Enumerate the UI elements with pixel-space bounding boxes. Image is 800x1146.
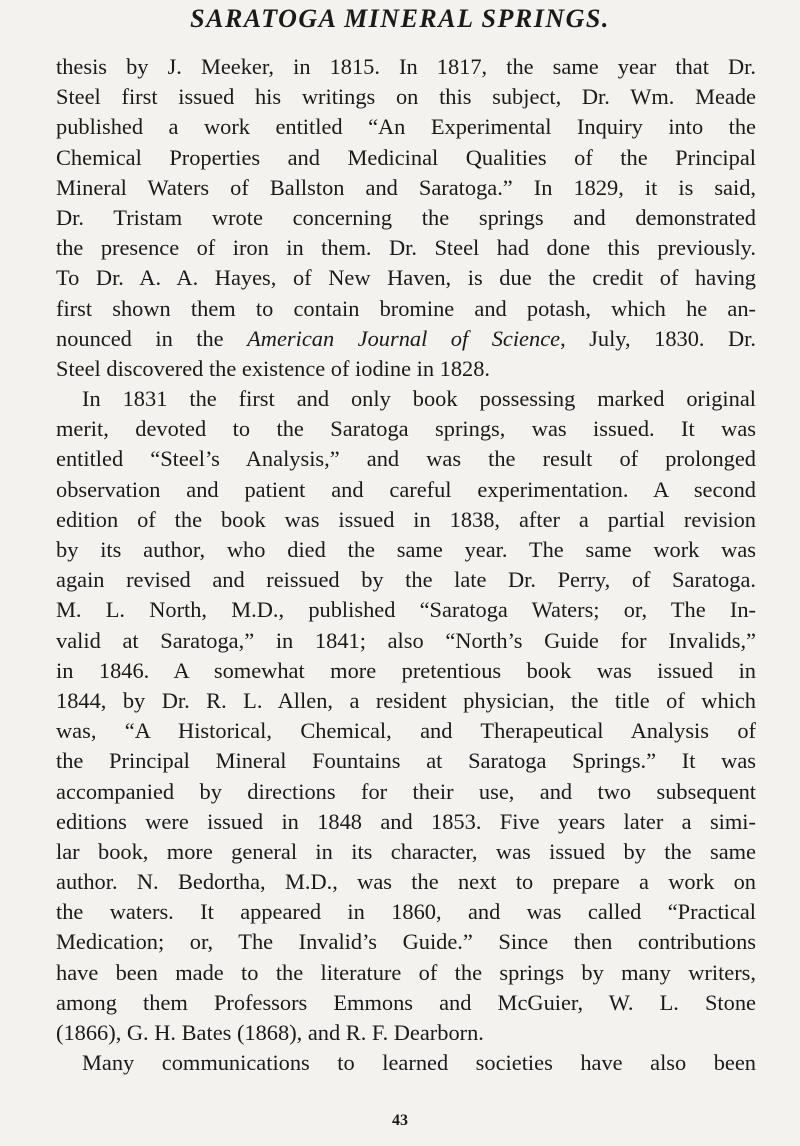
text-line: editions were issued in 1848 and 1853. Five years later a simi- — [56, 808, 756, 834]
text-line: 1844, by Dr. R. L. Allen, a resident physician, the title of which — [56, 687, 756, 713]
text-line: Many communications to learned societies have also been — [82, 1050, 756, 1076]
text-line: Medication; or, The Invalid’s Guide.” Since then contributions — [56, 929, 756, 955]
journal-title: American Journal of Science — [247, 325, 561, 351]
text-line: was, “A Historical, Chemical, and Therapeutical Analysis of — [56, 718, 756, 744]
text-line: Mineral Waters of Ballston and Saratoga.” In 1829, it is said, — [56, 174, 756, 200]
text-line: among them Professors Emmons and McGuier, W. L. Stone — [56, 989, 756, 1015]
text-line: the waters. It appeared in 1860, and was called “Practical — [56, 899, 756, 925]
text-line: In 1831 the first and only book possessing marked original — [82, 386, 756, 412]
text-line: lar book, more general in its character, was issued by the same — [56, 838, 756, 864]
text-line: observation and patient and careful experimentation. A second — [56, 476, 756, 502]
text-line: To Dr. A. A. Hayes, of New Haven, is due the credit of having — [56, 265, 756, 291]
text-line: author. N. Bedortha, M.D., was the next to prepare a work on — [56, 869, 756, 895]
text-line: thesis by J. Meeker, in 1815. In 1817, the same year that Dr. — [56, 54, 756, 79]
text-line: Steel discovered the existence of iodine in 1828. — [56, 355, 491, 381]
body-text — [56, 52, 756, 1078]
text-line: (1866), G. H. Bates (1868), and R. F. Dearborn. — [56, 1020, 484, 1045]
text-line: have been made to the literature of the springs by many writers, — [56, 959, 756, 985]
text-line: first shown them to contain bromine and potash, which he an- — [56, 295, 756, 321]
text-line: merit, devoted to the Saratoga springs, was issued. It was — [56, 416, 756, 442]
text-line: the Principal Mineral Fountains at Saratoga Springs.” It was — [56, 748, 756, 774]
text-line: again revised and reissued by the late Dr. Perry, of Saratoga. — [56, 567, 756, 593]
page-number: 43 — [392, 1112, 408, 1129]
text-line: M. L. North, M.D., published “Saratoga Waters; or, The In- — [56, 597, 756, 623]
text-line: Dr. Tristam wrote concerning the springs and demonstrated — [56, 204, 756, 230]
running-head: SARATOGA MINERAL SPRINGS. — [190, 4, 610, 33]
text-line: Steel first issued his writings on this subject, Dr. Wm. Meade — [56, 84, 756, 110]
text-line: accompanied by directions for their use, and two subsequent — [56, 778, 756, 804]
text-line: nounced in the American Journal of Science, July, 1830. Dr. — [56, 325, 756, 351]
text-line: valid at Saratoga,” in 1841; also “North’s Guide for Invalids,” — [56, 627, 756, 653]
text-line: entitled “Steel’s Analysis,” and was the result of prolonged — [56, 446, 756, 472]
text-line: edition of the book was issued in 1838, after a partial revision — [56, 506, 756, 532]
text-line: in 1846. A somewhat more pretentious book was issued in — [56, 657, 756, 683]
text-line: published a work entitled “An Experimental Inquiry into the — [56, 114, 756, 140]
text-line: the presence of iron in them. Dr. Steel had done this previously. — [56, 235, 756, 261]
text-line: Chemical Properties and Medicinal Qualities of the Principal — [56, 144, 756, 170]
text-line: by its author, who died the same year. The same work was — [56, 537, 756, 562]
